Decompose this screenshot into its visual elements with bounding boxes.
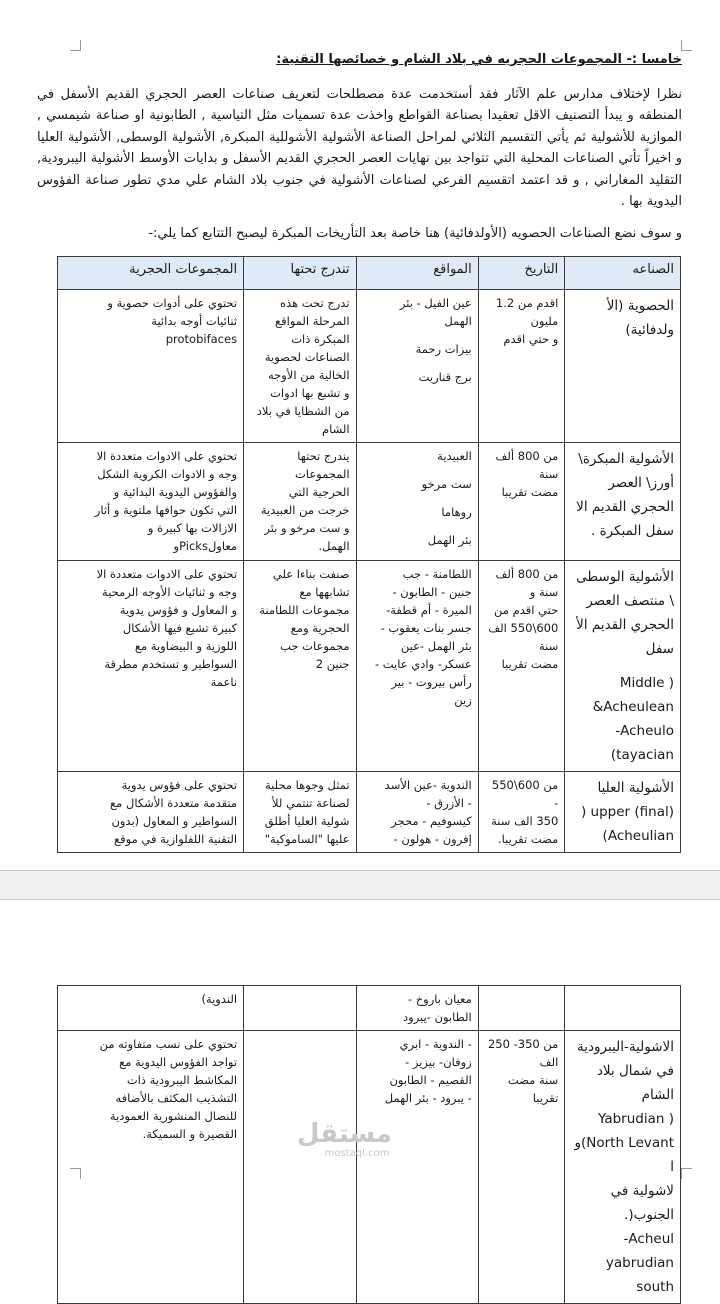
cell-line: مجموعات جب [280, 639, 350, 653]
cell-line: من 350- 250 الف [487, 1037, 559, 1069]
cell-line: الأشولية المبكرة\ [578, 451, 674, 467]
cell-line: الجنوب(. Acheul- [623, 1207, 674, 1247]
cell-line: تشابهها مع [299, 585, 350, 599]
cell-line: و تشبع بها ادوات [270, 386, 350, 400]
sites-cell [356, 290, 478, 443]
cell-line: الحصوية (الأ [606, 298, 674, 314]
cell-line: الصناعات لحصوية [264, 350, 350, 364]
classified-under-cell [244, 561, 356, 772]
table-row [58, 561, 681, 772]
section-heading: خامسا :- المجموعات الحجريه في بلاد الشام و خصائصها التقنية: [276, 52, 682, 67]
cell-line: upper (final) ( [580, 804, 674, 820]
cell-line: مضت تقريبا [501, 657, 559, 671]
cell-line: وجه و الادوات الكروية الشكل [97, 467, 238, 481]
cell-line: اقدم من 1.2 مليون [495, 296, 559, 328]
cell-line: مضت تقريبا. [498, 832, 559, 846]
industry-cell [565, 561, 681, 772]
cell-line: و المعاول و فؤوس يدوية [119, 603, 238, 617]
stone-groups-cell [58, 443, 244, 561]
date-cell [478, 561, 565, 772]
table-row [58, 443, 681, 561]
cell-line: للنصال المنشورية العمودية [109, 1109, 238, 1123]
cell-line: لاشولية في [610, 1183, 674, 1199]
cell-line: الندوية -عين الأسد [384, 778, 472, 792]
cell-line: من الشظايا في بلاد [256, 404, 350, 418]
cell-line: الهمل [444, 314, 472, 328]
table-row [58, 290, 681, 443]
stone-groups-cell [58, 290, 244, 443]
crop-mark [681, 1168, 692, 1179]
cell-line: و ست مرخو و بئر [264, 521, 350, 535]
cell-line: من 600\550 - [491, 778, 559, 810]
table-row [58, 986, 681, 1031]
page-break [0, 870, 720, 900]
stone-groups-cell [58, 986, 244, 1031]
cell-line: مضت تقريبا [501, 485, 559, 499]
table-intro: و سوف نضع الصناعات الحصويه (الأولدفائية) هنا خاصة بعد التأريخات المبكرة ليصبح التتابع كما يلي:- [148, 226, 682, 241]
cell-line: بئر الهمل -عين [400, 639, 472, 653]
crop-mark [681, 40, 692, 51]
industry-cell [565, 443, 681, 561]
cell-line: تواجد الفؤوس اليدوية مع [119, 1055, 238, 1069]
header-stone-groups: المجموعات الحجرية [58, 257, 244, 290]
cell-line: الحرجية التي [288, 485, 350, 499]
date-cell [478, 1031, 565, 1304]
sites-cell [356, 1031, 478, 1304]
classified-under-cell [244, 443, 356, 561]
cell-line: North Levant)و ا [574, 1135, 674, 1175]
cell-line: الحجرية ومع [290, 621, 350, 635]
cell-line: ست مرخو [421, 477, 472, 491]
cell-line: الطابون -يبرود [403, 1010, 472, 1024]
table-row [58, 1031, 681, 1304]
cell-line: التشذيب المكثف بالأضافه [115, 1091, 238, 1105]
stone-groups-cell [58, 561, 244, 772]
table-header-row [58, 257, 681, 290]
cell-line: معيان باروخ - [407, 992, 472, 1006]
cell-line: المكاشط اليبرودية ذات [126, 1073, 238, 1087]
cell-line: اللطامنة - جب [402, 567, 472, 581]
cell-line: القصيرة و السميكة. [142, 1127, 238, 1141]
cell-line: المرحلة المواقع [275, 314, 350, 328]
cell-line: ( Yabrudian [597, 1111, 674, 1127]
cell-line: الاشولية-اليبرودية [576, 1039, 674, 1055]
cell-line: 600\550 الف سنة [488, 621, 559, 653]
cell-line: مجموعات اللطامنة [259, 603, 350, 617]
industry-cell [565, 772, 681, 853]
cell-line: ناعمة [210, 675, 238, 689]
cell-line: تحتوي على فؤوس يدوية [121, 778, 238, 792]
date-cell [478, 986, 565, 1031]
body-paragraph: نظرا لإختلاف مدارس علم الآثار فقد أستخدمت عدة مصطلحات لتعريف صناعات العصر الحجري القديم الأسفل في المنطقه و يبدأ التصنيف الاقل تعقيدا بصناعة القواطع واخذت عدة تسميات مثل التياسية , الطابونية او صناعة شيمسي , الموازية للأشولية ثم يأتي التقسيم الثلاثي لمراحل الصناعة الأشولية الأشوللية المبكرة, الأشولية الوسطى, الأشولية العليا و اخيراً تأتي الصناعات المحلية التي تتواجد بين نهايات العصر الحجري القديم الأسفل و بدايات الأوسط الأشولية اليبرودية, التقليد المغاراني , و قد اعتمد اتقسيم الفرعي لصناعات الأشولية في جنوب بلاد الشام علي مدي تطور صناعة الفؤوس اليدوية بها . [37, 87, 682, 210]
crop-mark [70, 1168, 81, 1179]
cell-line: عين الفيل - بئر [399, 296, 472, 310]
cell-line: التقنية اللفلوازية في موقع [114, 832, 238, 846]
classified-under-cell [244, 1031, 356, 1304]
cell-line: الخالية من الأوجه [267, 368, 350, 382]
cell-line: العبيدية [437, 449, 472, 463]
cell-line: إفرون - هولون - [393, 832, 472, 846]
header-sites: المواقع [356, 257, 478, 290]
cell-line: - الندوية - ابري [399, 1037, 472, 1051]
cell-line: السواطير و المعاول (بدون [111, 814, 238, 828]
cell-line: شولية العليا أطلق [264, 814, 350, 828]
cell-line: Acheulean& [592, 699, 674, 715]
cell-line: تحتوي على الادوات متعددة الا [96, 567, 238, 581]
cell-line: و حتي اقدم [503, 332, 559, 346]
crop-mark [70, 40, 81, 51]
industry-cell [565, 1031, 681, 1304]
cell-line: \ منتصف العصر [586, 593, 674, 609]
cell-line: وجه و ثنائيات الأوجه الرمحية [102, 585, 238, 599]
cell-line: والفؤوس اليدوية البدائية و [113, 485, 238, 499]
cell-line: Acheulo- [615, 723, 674, 739]
cell-line: الأشولية الوسطى [576, 569, 674, 585]
cell-line: الازالات بها كبيرة و [147, 521, 238, 535]
cell-line: عسكر- وادي عايت - [374, 657, 472, 671]
cell-line [363, 330, 472, 340]
cell-line: تحتوي على نسب متفاوته من [99, 1037, 238, 1051]
cell-line: yabrudian south [605, 1255, 674, 1295]
cell-line [363, 521, 472, 531]
cell-line: المجموعات [294, 467, 350, 481]
cell-line: معاولPicksو [173, 539, 238, 553]
cell-line [363, 465, 472, 475]
stone-groups-cell [58, 1031, 244, 1304]
cell-line: السواطير و تستخدم مطرقة [104, 657, 238, 671]
cell-line: 350 الف سنة [491, 814, 559, 828]
mostaql-watermark: مستقل mostaql.com [296, 1119, 392, 1159]
cell-line: الهمل. [318, 539, 350, 553]
cell-line: جنين - الطابون - [392, 585, 472, 599]
cell-line: القصيم - الطابون [389, 1073, 472, 1087]
cell-line: التي تكون حوافها ملتوية و أثار [94, 503, 238, 517]
cell-line: زين [454, 693, 472, 707]
cell-line: protobifaces [165, 332, 238, 346]
header-industry: الصناعه [565, 257, 681, 290]
cell-line [363, 493, 472, 503]
cell-line [571, 661, 674, 671]
cell-line: الندوية) [201, 992, 238, 1006]
cell-line: سفل [645, 641, 674, 657]
document-page-2 [0, 900, 720, 1295]
cell-line: تحتوي على أدوات حصوية و [107, 296, 238, 310]
cell-line: - الأزرق - [426, 796, 472, 810]
cell-line: بيزات رحمة [415, 342, 472, 356]
sites-cell [356, 772, 478, 853]
industries-table [57, 256, 681, 853]
cell-line: يندرج تحتها [297, 449, 350, 463]
header-date: التاريخ [478, 257, 565, 290]
cell-line: عليها "الساموكية" [264, 832, 350, 846]
classified-under-cell [244, 290, 356, 443]
cell-line: ( Middle [619, 675, 674, 691]
cell-line: تمثل وجوها محلية [265, 778, 350, 792]
industry-cell [565, 986, 681, 1031]
cell-line [363, 358, 472, 368]
sites-cell [356, 561, 478, 772]
cell-line: صنفت بناءا علي [272, 567, 350, 581]
cell-line: خرجت من العبيدية [260, 503, 350, 517]
cell-line: تدرج تحت هذه [279, 296, 350, 310]
cell-line: الميرة - أم قطفة- [386, 603, 472, 617]
cell-line: Acheulian) [602, 828, 674, 844]
classified-under-cell [244, 986, 356, 1031]
cell-line: حتي اقدم من [494, 603, 559, 617]
cell-line: سفل المبكرة . [591, 523, 674, 539]
cell-line: المبكرة ذات [291, 332, 350, 346]
cell-line: - يبرود - بئر الهمل [384, 1091, 472, 1105]
cell-line: متقدمة متعددة الأشكال مع [110, 796, 238, 810]
cell-line: كيسوفيم - محجر [391, 814, 472, 828]
cell-line: اللوزية و البيضاوية مع [134, 639, 238, 653]
cell-line: برج قناريت [418, 370, 472, 384]
cell-line: الحجري القديم الا [576, 499, 674, 515]
cell-line: ولدفائية) [625, 322, 674, 338]
sites-cell [356, 443, 478, 561]
header-classified-under: تندرج تحتها [244, 257, 356, 290]
cell-line: لصناعة تنتمي للأ [272, 796, 350, 810]
cell-line: روهاما [441, 505, 472, 519]
cell-line: جنين 2 [315, 657, 350, 671]
cell-line: tayacian) [610, 747, 674, 763]
cell-line: الشام [321, 422, 350, 436]
table-row [58, 772, 681, 853]
cell-line: في شمال بلاد الشام [596, 1063, 674, 1103]
cell-line: رأس بيروت - بير [391, 675, 472, 689]
date-cell [478, 290, 565, 443]
date-cell [478, 443, 565, 561]
cell-line: بئر الهمل [427, 533, 472, 547]
cell-line: ثنائيات أوجه بدائية [151, 314, 238, 328]
classified-under-cell [244, 772, 356, 853]
cell-line: سنة مضت تقريبا [507, 1073, 559, 1105]
cell-line: الحجري القديم الأ [576, 617, 674, 633]
cell-line: أورز\ العصر [608, 475, 674, 491]
stone-groups-cell [58, 772, 244, 853]
industry-cell [565, 290, 681, 443]
cell-line: من 800 ألف سنة و [495, 567, 559, 599]
cell-line: من 800 ألف سنة [495, 449, 559, 481]
cell-line: الأشولية العليا [597, 780, 674, 796]
date-cell [478, 772, 565, 853]
sites-cell [356, 986, 478, 1031]
cell-line: جسر بنات يعقوب - [380, 621, 472, 635]
cell-line: زوفان- بيزيز - [405, 1055, 472, 1069]
cell-line: كبيرة تشيع فيها الأشكال [122, 621, 238, 635]
cell-line: تحتوي على الادوات متعددة الا [96, 449, 238, 463]
